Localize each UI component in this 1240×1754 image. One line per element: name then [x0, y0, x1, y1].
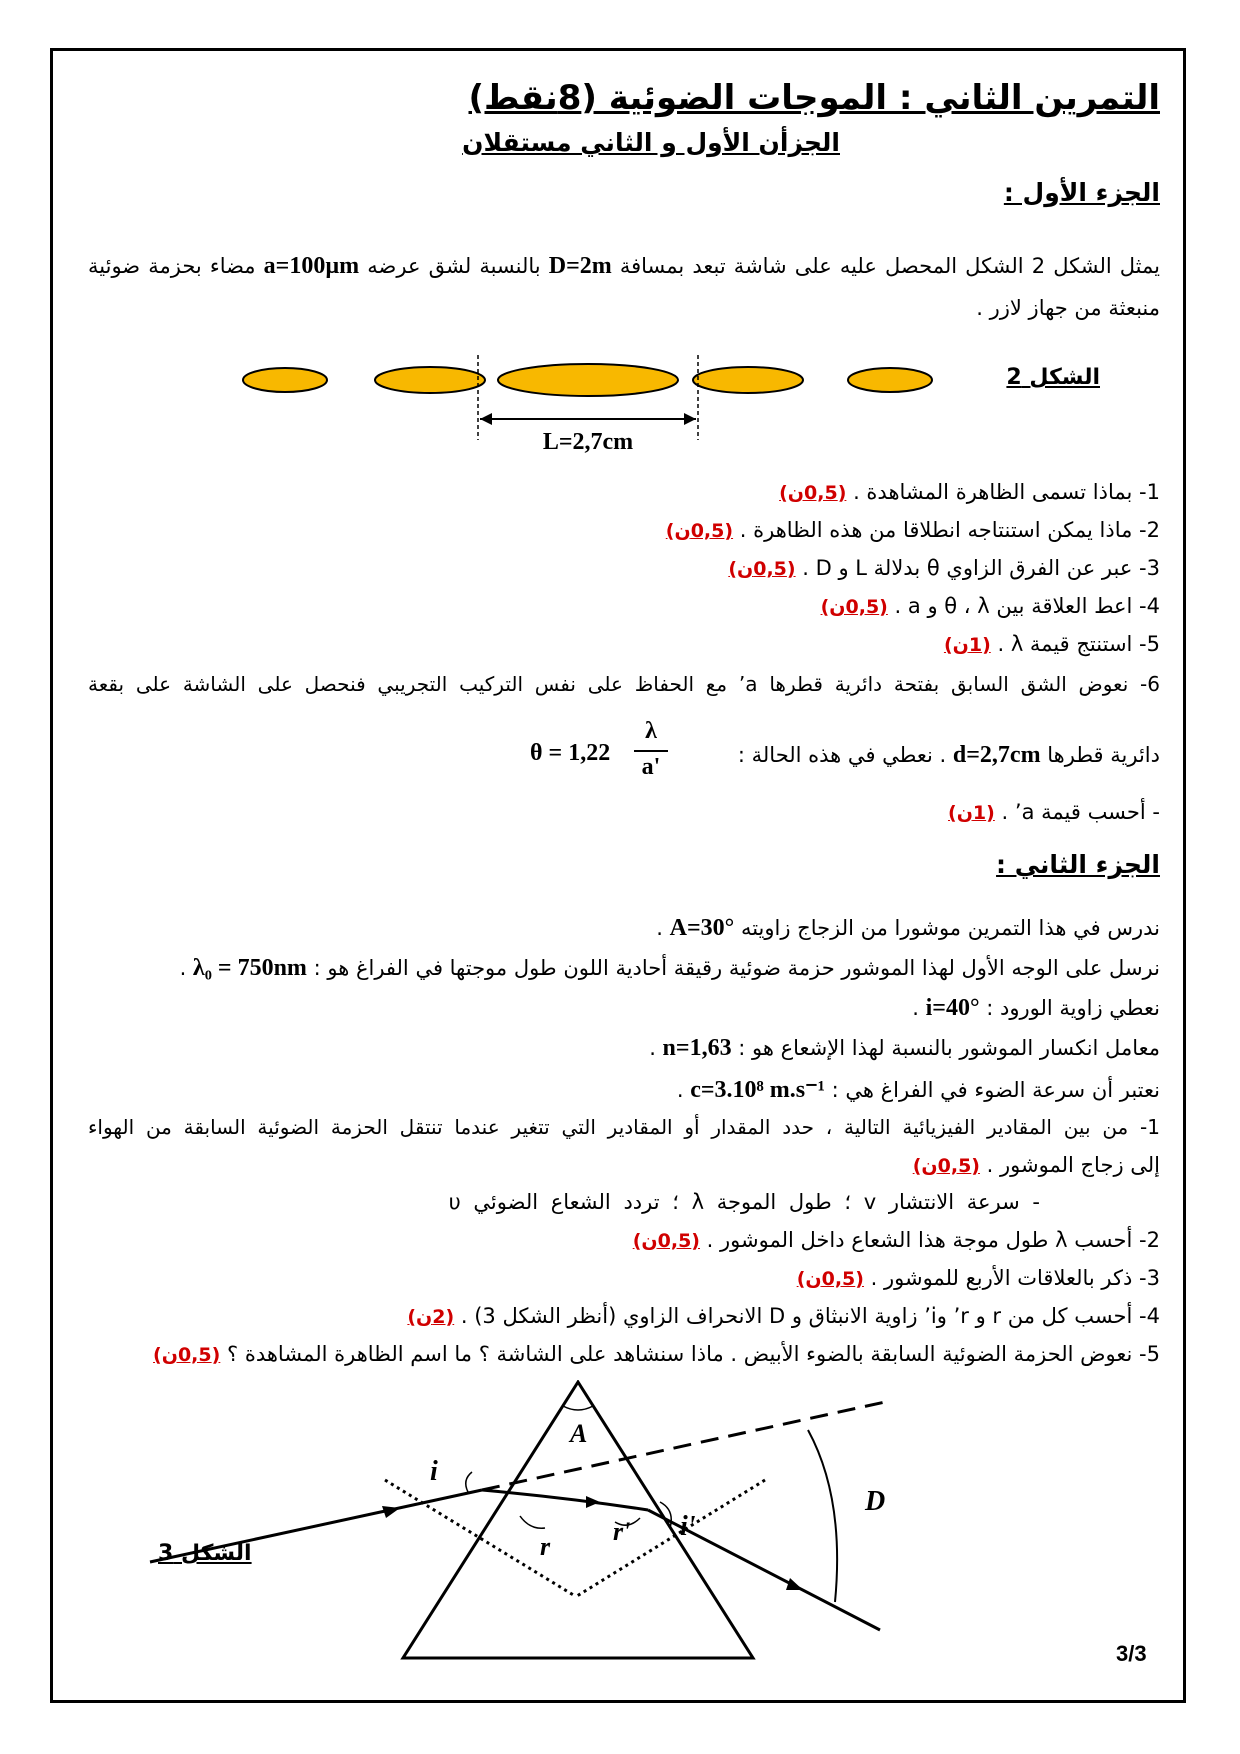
part2-q1-line1: 1- من بين المقادير الفيزيائية التالية ، حدد المقدار أو المقادير التي تتغير عندما تنتقل الحزمة الضوئية السابقة من الهواء: [88, 1115, 1160, 1139]
refracted-ray: [482, 1490, 648, 1510]
spot-right: [693, 367, 803, 393]
part1-q2: 2- ماذا يمكن استنتاجه انطلاقا من هذه الظاهرة . (0,5ن): [665, 518, 1160, 542]
part1-q4: 4- اعط العلاقة بين θ ، λ و a . (0,5ن): [820, 594, 1160, 618]
fig2-label: الشكل 2: [1006, 365, 1100, 390]
exercise-title: التمرين الثاني : الموجات الضوئية (8نقط): [468, 78, 1160, 118]
spot-far-right: [848, 368, 932, 392]
part2-heading: الجزء الثاني :: [996, 850, 1160, 879]
incident-extension: [482, 1402, 885, 1490]
distance-value: D=2m: [548, 253, 612, 279]
part1-q6-line2: دائرية قطرها d=2,7cm . نعطي في هذه الحالة :: [737, 742, 1160, 768]
refraction-angle-prime-label: r': [613, 1517, 631, 1546]
incidence-angle-label: i: [430, 1456, 438, 1487]
part2-line3: نعطي زاوية الورود : i=40° .: [912, 995, 1160, 1021]
refraction-angle-label: r: [540, 1532, 551, 1561]
emergence-angle-label: i': [680, 1511, 696, 1542]
part1-q6-line1: 6- نعوض الشق السابق بفتحة دائرية قطرها a’ مع الحفاظ على نفس التركيب التجريبي فنحصل على الشاشة على بقعة: [88, 672, 1160, 696]
part2-quantities: - سرعة الانتشار v ؛ طول الموجة λ ؛ تردد الشعاع الضوئي υ: [448, 1190, 1040, 1214]
exercise-subtitle: الجزأن الأول و الثاني مستقلان: [462, 128, 840, 157]
spot-left: [375, 367, 485, 393]
diffraction-spots: [243, 364, 932, 396]
figure-2-diffraction-pattern: [200, 355, 1100, 455]
formula-theta: θ = 1,22 λ a': [530, 718, 680, 788]
part1-q6-sub: - أحسب قيمة a’ . (1ن): [948, 800, 1160, 824]
part1-q3: 3- عبر عن الفرق الزاوي θ بدلالة L و D . (0,5ن): [728, 556, 1160, 580]
part2-q3: 3- ذكر بالعلاقات الأربع للموشور . (0,5ن): [796, 1266, 1160, 1290]
spot-central: [498, 364, 678, 396]
deviation-arc: [808, 1430, 837, 1602]
part1-heading: الجزء الأول :: [1003, 178, 1160, 207]
page-number: 3/3: [1116, 1641, 1147, 1666]
fig2-measure: L=2,7cm: [542, 429, 634, 455]
part2-q1-line2: إلى زجاج الموشور . (0,5ن): [912, 1153, 1160, 1177]
spot-diameter-value: d=2,7cm: [952, 742, 1041, 768]
part2-line2: نرسل على الوجه الأول لهذا الموشور حزمة ضوئية رقيقة أحادية اللون طول موجتها في الفراغ هو : λ₀ = 750nm .: [179, 955, 1160, 981]
part1-q1: 1- بماذا تسمى الظاهرة المشاهدة . (0,5ن): [779, 480, 1160, 504]
part2-line5: نعتبر أن سرعة الضوء في الفراغ هي : c=3.10⁸ m.s⁻¹ .: [676, 1077, 1160, 1103]
part2-q4: 4- أحسب كل من r و r’ وi’ زاوية الانبثاق و D الانحراف الزاوي (أنظر الشكل 3) . (2ن): [407, 1304, 1160, 1328]
part1-q5: 5- استنتج قيمة λ . (1ن): [943, 632, 1160, 656]
slit-width-value: a=100µm: [263, 253, 360, 279]
normal-exit: [577, 1480, 765, 1596]
part2-q5: 5- نعوض الحزمة الضوئية السابقة بالضوء الأبيض . ماذا سنشاهد على الشاشة ؟ ما اسم الظاهرة المشاهدة ؟ (0,5ن): [153, 1342, 1160, 1366]
deviation-label: D: [865, 1486, 886, 1517]
part2-q2: 2- أحسب λ طول موجة هذا الشعاع داخل الموشور . (0,5ن): [632, 1228, 1160, 1252]
part2-line1: ندرس في هذا التمرين موشورا من الزجاج زاويته A=30° .: [656, 915, 1160, 941]
part2-line4: معامل انكسار الموشور بالنسبة لهذا الإشعاع هو : n=1,63 .: [649, 1035, 1160, 1061]
apex-angle-label: A: [570, 1419, 588, 1448]
figure-3-prism: [100, 1380, 1100, 1680]
spot-far-left: [243, 368, 327, 392]
part1-intro: يمثل الشكل 2 الشكل المحصل عليه على شاشة تبعد بمسافة D=2m بالنسبة لشق عرضه a=100µm مضاء بحزمة ضوئية منبعثة من جهاز لازر .: [88, 253, 1161, 320]
fig3-label: الشكل 3: [158, 1541, 252, 1566]
